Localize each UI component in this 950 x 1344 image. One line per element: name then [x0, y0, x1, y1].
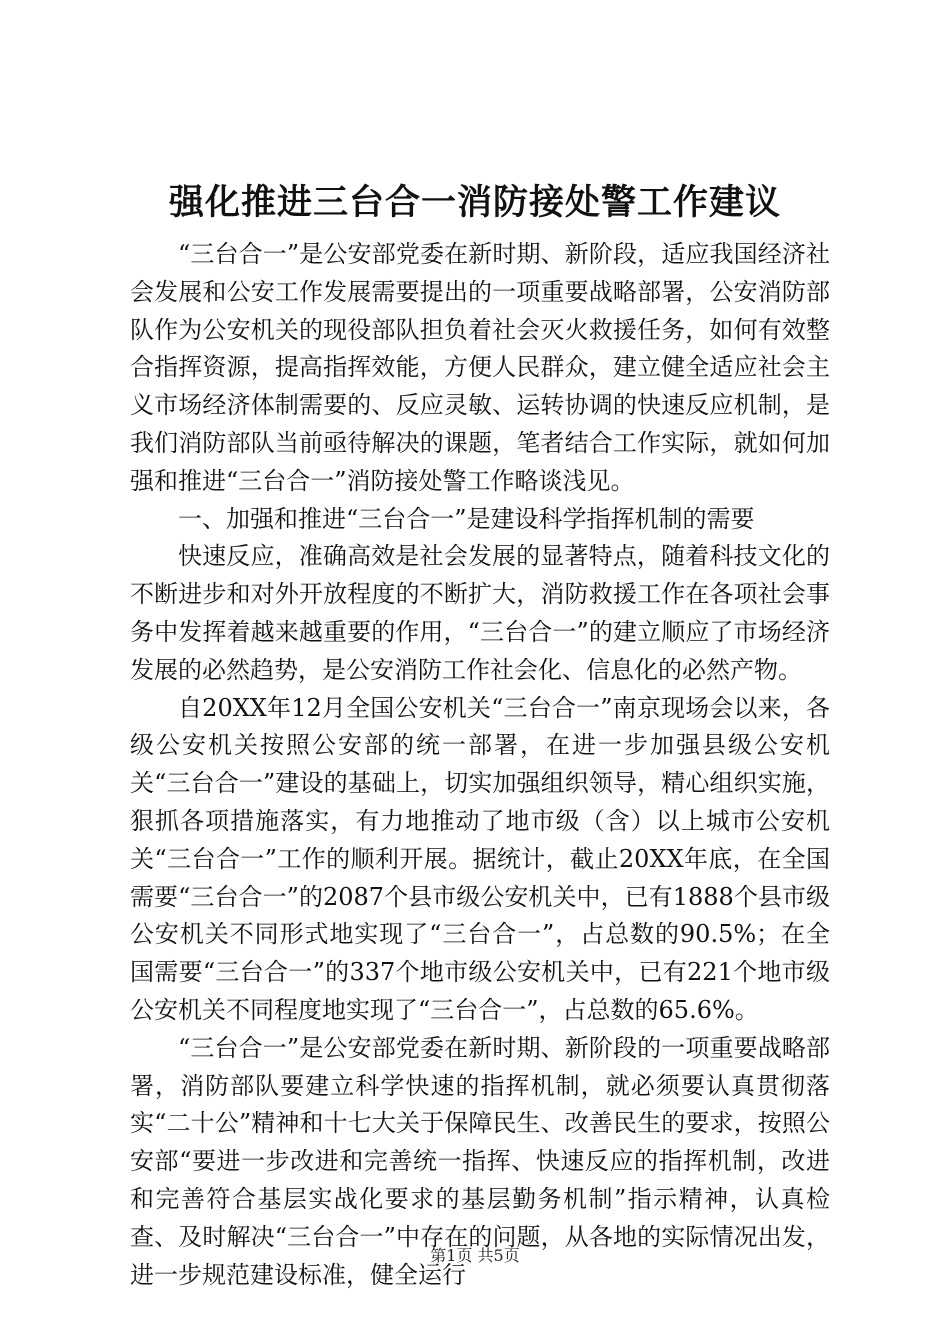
paragraph-statistics: 自20XX年12月全国公安机关“三台合一”南京现场会以来，各级公安机关按照公安部的统一部署，在进一步加强县级公安机关“三台合一”建设的基础上，切实加强组织领导，精心组织实施，狠抓各项措施落实，有力地推动了地市级（含）以上城市公安机关“三台合一”工作的顺利开展。据统计，截止20XX年底，在全国需要“三台合一”的2087个县市级公安机关中，已有1888个县市级公安机关不同形式地实现了“三台合一”，占总数的90.5%；在全国需要“三台合一”的337个地市级公安机关中，已有221个地市级公安机关不同程度地实现了“三台合一”，占总数的65.6%。: [130, 693, 830, 1024]
page-number-footer: 第1页 共5页: [430, 1246, 520, 1265]
document-title: 强化推进三台合一消防接处警工作建议: [168, 182, 781, 223]
paragraph-rapid-response: 快速反应，准确高效是社会发展的显著特点，随着科技文化的不断进步和对外开放程度的不断扩大，消防救援工作在各项社会事务中发挥着越来越重要的作用，“三台合一”的建立顺应了市场经济发展的必然趋势，是公安消防工作社会化、信息化的必然产物。: [130, 542, 830, 684]
paragraph-strategy: “三台合一”是公安部党委在新时期、新阶段的一项重要战略部署，消防部队要建立科学快速的指挥机制，就必须要认真贯彻落实“二十公”精神和十七大关于保障民生、改善民生的要求，按照公安部“要进一步改进和完善统一指挥、快速反应的指挥机制，改进和完善符合基层实战化要求的基层勤务机制”指示精神，认真检查、及时解决“三台合一”中存在的问题，从各地的实际情况出发，进一步规范建设标准，健全运行: [130, 1033, 830, 1289]
section-heading-1: 一、加强和推进“三台合一”是建设科学指挥机制的需要: [178, 504, 755, 533]
document-body: [130, 236, 830, 1294]
paragraph-intro: “三台合一”是公安部党委在新时期、新阶段，适应我国经济社会发展和公安工作发展需要提出的一项重要战略部署，公安消防部队作为公安机关的现役部队担负着社会灭火救援任务，如何有效整合指挥资源，提高指挥效能，方便人民群众，建立健全适应社会主义市场经济体制需要的、反应灵敏、运转协调的快速反应机制，是我们消防部队当前亟待解决的课题，笔者结合工作实际，就如何加强和推进“三台合一”消防接处警工作略谈浅见。: [130, 240, 830, 495]
